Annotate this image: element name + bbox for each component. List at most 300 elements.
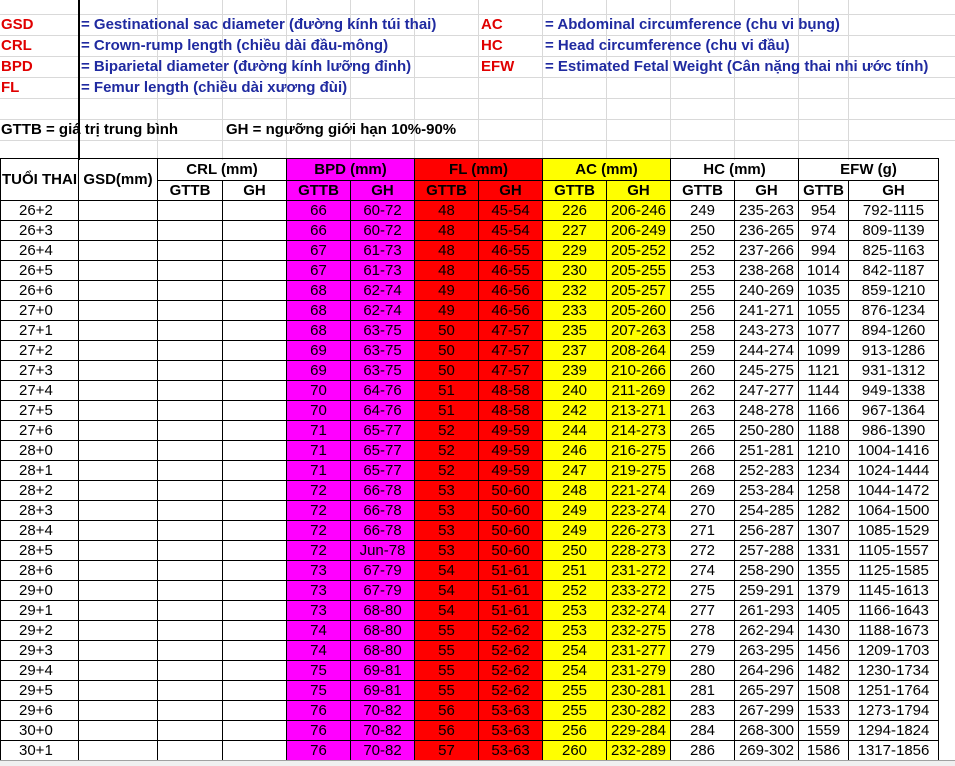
table-cell: 1145-1613 [849,581,939,601]
table-cell: 239 [543,361,607,381]
table-cell: 1456 [799,641,849,661]
table-cell: 51-61 [479,581,543,601]
legend-abbr-crl: CRL [1,37,32,54]
table-cell: 233 [543,301,607,321]
table-cell: 974 [799,221,849,241]
table-cell: 205-257 [607,281,671,301]
table-cell [79,741,158,761]
table-row [1,641,939,661]
table-cell: 49-59 [479,421,543,441]
sub-gttb-header: GTTB [415,181,479,201]
table-row [1,341,939,361]
table-cell: 1482 [799,661,849,681]
table-cell: 792-1115 [849,201,939,221]
table-cell: 232-275 [607,621,671,641]
age-cell: 29+1 [1,601,79,621]
table-cell: 254 [543,641,607,661]
table-cell: 55 [415,641,479,661]
table-cell: 69 [287,341,351,361]
table-cell: 67 [287,241,351,261]
table-row [1,541,939,561]
group-crl-header: CRL (mm) [158,159,287,181]
table-cell: 283 [671,701,735,721]
table-cell: 266 [671,441,735,461]
table-cell: 271 [671,521,735,541]
table-cell: 255 [543,701,607,721]
table-row [1,521,939,541]
legend-def-bpd: = Biparietal diameter (đường kính lưỡng đỉnh) [81,58,412,75]
table-cell: 1014 [799,261,849,281]
table-cell: 253 [543,601,607,621]
table-cell [79,701,158,721]
table-cell: 49 [415,281,479,301]
table-cell: 53-63 [479,701,543,721]
table-cell: 72 [287,521,351,541]
table-row [1,401,939,421]
table-cell [223,721,287,741]
table-cell: 233-272 [607,581,671,601]
table-cell: 47-57 [479,321,543,341]
table-cell [158,521,223,541]
table-cell: 67 [287,261,351,281]
age-cell: 28+0 [1,441,79,461]
age-cell: 27+5 [1,401,79,421]
group-efw-header: EFW (g) [799,159,939,181]
table-row [1,561,939,581]
table-cell: 253-284 [735,481,799,501]
table-cell [158,661,223,681]
table-cell: 245-275 [735,361,799,381]
table-cell: 71 [287,421,351,441]
table-cell [223,501,287,521]
table-cell: 53 [415,521,479,541]
table-cell: 249 [543,521,607,541]
table-cell [79,721,158,741]
table-cell [223,601,287,621]
table-cell: 267-299 [735,701,799,721]
table-cell: 255 [671,281,735,301]
table-row [1,701,939,721]
table-cell: 286 [671,741,735,761]
table-cell [158,601,223,621]
table-cell: 51 [415,401,479,421]
age-cell: 26+6 [1,281,79,301]
table-cell: 70-82 [351,741,415,761]
fetal-biometry-table [0,158,939,761]
table-cell: 262-294 [735,621,799,641]
table-cell: 71 [287,441,351,461]
table-cell: 232-274 [607,601,671,621]
table-cell: 240-269 [735,281,799,301]
table-cell: 66-78 [351,521,415,541]
table-cell: 954 [799,201,849,221]
table-cell: 254-285 [735,501,799,521]
table-cell: 55 [415,621,479,641]
table-cell: 265 [671,421,735,441]
legend-area [0,0,955,160]
table-cell: 71 [287,461,351,481]
table-cell [158,621,223,641]
table-cell: 256 [543,721,607,741]
table-cell: 64-76 [351,401,415,421]
table-cell [79,501,158,521]
table-cell: 243-273 [735,321,799,341]
table-cell [223,581,287,601]
table-cell: 50-60 [479,541,543,561]
table-cell: 66 [287,221,351,241]
table-cell [79,641,158,661]
table-cell: 62-74 [351,301,415,321]
table-cell: 894-1260 [849,321,939,341]
table-cell: 230 [543,261,607,281]
table-cell: 278 [671,621,735,641]
table-row [1,681,939,701]
col-age-header: TUỔI THAI [1,159,79,201]
table-cell: 72 [287,541,351,561]
sub-gttb-header: GTTB [287,181,351,201]
table-cell: 73 [287,561,351,581]
table-cell [223,321,287,341]
table-cell: 252 [671,241,735,261]
table-cell: 244 [543,421,607,441]
table-cell: 54 [415,581,479,601]
age-cell: 27+1 [1,321,79,341]
table-cell: 70 [287,401,351,421]
table-cell: 48-58 [479,401,543,421]
table-cell: 260 [543,741,607,761]
age-cell: 27+2 [1,341,79,361]
table-cell: 46-55 [479,241,543,261]
age-cell: 29+0 [1,581,79,601]
table-cell: 265-297 [735,681,799,701]
table-cell: 47-57 [479,361,543,381]
table-cell: 247 [543,461,607,481]
table-cell: 272 [671,541,735,561]
table-cell: 256-287 [735,521,799,541]
table-cell: 994 [799,241,849,261]
table-row [1,361,939,381]
table-cell: 250 [671,221,735,241]
table-cell: 1282 [799,501,849,521]
note-gh: GH = ngưỡng giới hạn 10%-90% [226,121,457,138]
table-row [1,601,939,621]
table-cell: 68-80 [351,621,415,641]
table-cell: 259-291 [735,581,799,601]
table-cell [79,401,158,421]
table-cell: 913-1286 [849,341,939,361]
table-cell: 1035 [799,281,849,301]
table-cell: 61-73 [351,241,415,261]
table-cell: 55 [415,661,479,681]
age-cell: 30+0 [1,721,79,741]
table-cell [223,221,287,241]
table-cell: 56 [415,701,479,721]
sub-gttb-header: GTTB [671,181,735,201]
table-cell [223,201,287,221]
table-cell [158,721,223,741]
table-cell: 249 [671,201,735,221]
table-cell: 50 [415,361,479,381]
legend-def-gsd: = Gestinational sac diameter (đường kính túi thai) [81,16,437,33]
table-cell: 1559 [799,721,849,741]
table-cell: 1004-1416 [849,441,939,461]
table-row [1,741,939,761]
table-cell [223,541,287,561]
table-cell: 251-281 [735,441,799,461]
table-cell: 69-81 [351,661,415,681]
sheet-tab-bar [0,760,955,766]
table-cell [158,541,223,561]
table-cell: 986-1390 [849,421,939,441]
table-cell: 244-274 [735,341,799,361]
table-cell: 53 [415,501,479,521]
sub-gh-header: GH [479,181,543,201]
table-cell: 68 [287,281,351,301]
legend-abbr-fl: FL [1,79,20,96]
table-cell: 1234 [799,461,849,481]
table-cell: 221-274 [607,481,671,501]
table-cell: 70-82 [351,701,415,721]
table-cell: 50-60 [479,481,543,501]
table-cell: 1379 [799,581,849,601]
legend-def-hc: = Head circumference (chu vi đầu) [545,37,790,54]
table-cell: 229 [543,241,607,261]
table-cell: 1188-1673 [849,621,939,641]
table-cell: 252-283 [735,461,799,481]
table-cell: 62-74 [351,281,415,301]
table-cell [158,741,223,761]
table-cell: 52-62 [479,641,543,661]
table-cell: 68-80 [351,641,415,661]
table-cell: 1294-1824 [849,721,939,741]
table-cell [79,621,158,641]
table-body [1,201,939,761]
table-cell [79,201,158,221]
table-cell: 1230-1734 [849,661,939,681]
table-cell: 66 [287,201,351,221]
table-cell: 214-273 [607,421,671,441]
age-cell: 26+3 [1,221,79,241]
table-cell: 1024-1444 [849,461,939,481]
age-cell: 28+1 [1,461,79,481]
table-cell: 46-56 [479,301,543,321]
table-cell: 237-266 [735,241,799,261]
table-cell: 66-78 [351,501,415,521]
table-cell: 68 [287,321,351,341]
table-cell: 231-272 [607,561,671,581]
table-cell: 49-59 [479,461,543,481]
table-cell: 52-62 [479,681,543,701]
table-cell: 205-260 [607,301,671,321]
table-cell: 231-277 [607,641,671,661]
table-cell: 248-278 [735,401,799,421]
age-cell: 27+0 [1,301,79,321]
table-row [1,241,939,261]
table-cell: 1355 [799,561,849,581]
table-cell [223,241,287,261]
table-cell [223,741,287,761]
sub-gttb-header: GTTB [543,181,607,201]
table-cell: 69-81 [351,681,415,701]
group-fl-header: FL (mm) [415,159,543,181]
table-cell: 70 [287,381,351,401]
table-cell [223,441,287,461]
table-cell: 246 [543,441,607,461]
table-cell: 248 [543,481,607,501]
table-cell: 48-58 [479,381,543,401]
table-row [1,281,939,301]
table-cell: 229-284 [607,721,671,741]
age-cell: 27+6 [1,421,79,441]
table-cell: 50-60 [479,501,543,521]
table-cell: 1077 [799,321,849,341]
table-cell: 75 [287,661,351,681]
table-cell: 1099 [799,341,849,361]
table-cell: 252 [543,581,607,601]
table-cell [223,281,287,301]
age-cell: 29+4 [1,661,79,681]
table-row [1,581,939,601]
table-cell [158,381,223,401]
legend-def-efw: = Estimated Fetal Weight (Cân nặng thai nhi ước tính) [545,58,929,75]
table-cell: 809-1139 [849,221,939,241]
table-cell: 263-295 [735,641,799,661]
table-cell: 247-277 [735,381,799,401]
age-cell: 26+4 [1,241,79,261]
legend-abbr-bpd: BPD [1,58,33,75]
gridline [478,0,479,160]
table-cell [223,361,287,381]
table-cell [79,341,158,361]
table-cell: 825-1163 [849,241,939,261]
table-cell [158,701,223,721]
table-cell: 261-293 [735,601,799,621]
table-cell: 72 [287,501,351,521]
table-cell: 275 [671,581,735,601]
table-cell [158,221,223,241]
table-cell: Jun-78 [351,541,415,561]
table-cell [223,661,287,681]
table-cell: 205-255 [607,261,671,281]
table-row [1,501,939,521]
group-hc-header: HC (mm) [671,159,799,181]
table-cell: 67-79 [351,561,415,581]
table-cell: 1166-1643 [849,601,939,621]
table-cell: 206-249 [607,221,671,241]
table-cell: 76 [287,721,351,741]
table-cell: 72 [287,481,351,501]
table-cell: 1121 [799,361,849,381]
legend-abbr-efw: EFW [481,58,515,75]
table-cell [158,261,223,281]
table-cell [158,421,223,441]
table-cell: 255 [543,681,607,701]
table-cell: 1508 [799,681,849,701]
table-cell [79,541,158,561]
sub-gh-header: GH [607,181,671,201]
table-cell: 931-1312 [849,361,939,381]
table-cell [223,461,287,481]
table-cell: 226 [543,201,607,221]
table-cell: 1405 [799,601,849,621]
table-cell: 226-273 [607,521,671,541]
table-cell [79,421,158,441]
table-row [1,661,939,681]
table-cell: 967-1364 [849,401,939,421]
table-cell: 250 [543,541,607,561]
table-cell: 258 [671,321,735,341]
age-cell: 28+5 [1,541,79,561]
table-cell: 1105-1557 [849,541,939,561]
table-cell: 68-80 [351,601,415,621]
legend-def-fl: = Femur length (chiều dài xương đùi) [81,79,348,96]
table-cell: 268 [671,461,735,481]
table-cell: 230-281 [607,681,671,701]
table-cell: 1064-1500 [849,501,939,521]
table-cell: 223-274 [607,501,671,521]
table-row [1,221,939,241]
table-cell: 205-252 [607,241,671,261]
table-cell [223,421,287,441]
table-cell [223,521,287,541]
table-cell: 256 [671,301,735,321]
table-cell: 274 [671,561,735,581]
table-cell [79,321,158,341]
table-cell [79,221,158,241]
table-cell: 206-246 [607,201,671,221]
table-cell [79,261,158,281]
table-cell: 63-75 [351,341,415,361]
table-cell: 1210 [799,441,849,461]
table-cell: 211-269 [607,381,671,401]
table-cell: 237 [543,341,607,361]
table-cell [158,561,223,581]
table-cell: 48 [415,201,479,221]
table-cell: 53-63 [479,721,543,741]
table-cell: 64-76 [351,381,415,401]
table-cell: 228-273 [607,541,671,561]
table-cell [79,601,158,621]
table-cell: 68 [287,301,351,321]
table-cell: 61-73 [351,261,415,281]
table-cell: 69 [287,361,351,381]
table-cell: 216-275 [607,441,671,461]
age-cell: 30+1 [1,741,79,761]
sub-gttb-header: GTTB [158,181,223,201]
table-cell: 236-265 [735,221,799,241]
table-cell: 1307 [799,521,849,541]
table-cell: 48 [415,221,479,241]
table-cell: 66-78 [351,481,415,501]
table-cell [79,441,158,461]
col-gsd-header: GSD(mm) [79,159,158,201]
table-cell [79,661,158,681]
table-cell: 219-275 [607,461,671,481]
table-cell: 1055 [799,301,849,321]
table-cell: 52 [415,421,479,441]
table-cell: 50 [415,341,479,361]
table-cell [223,341,287,361]
table-cell [79,581,158,601]
table-cell: 264-296 [735,661,799,681]
table-cell: 60-72 [351,221,415,241]
table-row [1,421,939,441]
table-cell: 51 [415,381,479,401]
table-cell [79,681,158,701]
table-cell: 1533 [799,701,849,721]
table-cell: 65-77 [351,421,415,441]
table-cell [158,361,223,381]
